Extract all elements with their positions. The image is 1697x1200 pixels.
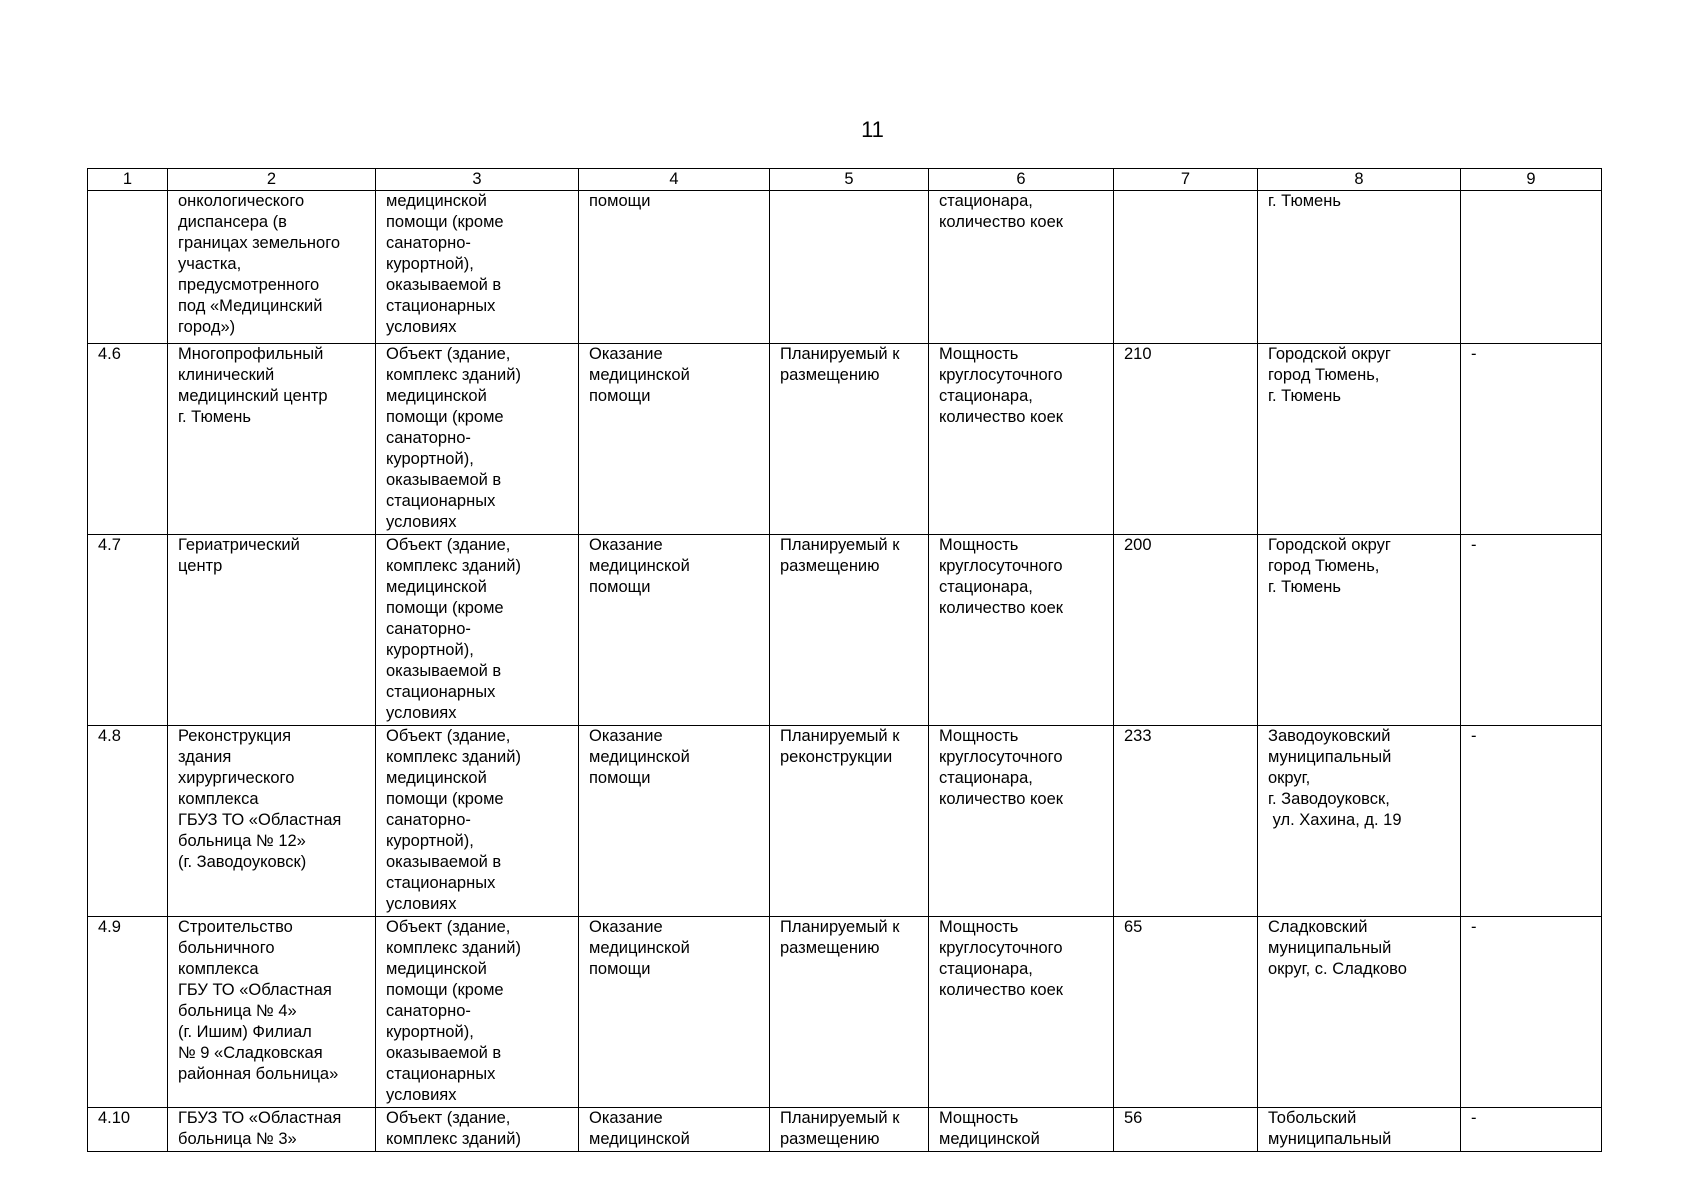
table-cell <box>168 726 376 917</box>
cell-text: - <box>1471 345 1477 363</box>
cell-text: - <box>1471 918 1477 936</box>
table-cell <box>770 726 929 917</box>
table-cell <box>88 726 168 917</box>
cell-text: условиях <box>386 1086 457 1104</box>
cell-text: клинический <box>178 366 275 384</box>
cell-text: Планируемый к <box>780 345 900 363</box>
table-cell <box>579 1108 770 1152</box>
cell-text: размещению <box>780 1130 880 1148</box>
table-cell <box>168 1108 376 1152</box>
cell-text: круглосуточного <box>939 557 1063 575</box>
column-header: 3 <box>376 169 579 191</box>
cell-text: круглосуточного <box>939 366 1063 384</box>
cell-text: - <box>1471 727 1477 745</box>
table-cell <box>1114 726 1258 917</box>
cell-text: 4.10 <box>98 1109 131 1127</box>
table-cell <box>376 191 579 344</box>
cell-text: оказываемой в <box>386 471 502 489</box>
cell-text: стационара, <box>939 960 1033 978</box>
table-row <box>88 344 1602 535</box>
cell-text: Планируемый к <box>780 1109 900 1127</box>
cell-text: Мощность <box>939 1109 1019 1127</box>
table-row <box>88 191 1602 344</box>
cell-text: стационарных <box>386 297 496 315</box>
table-cell <box>168 344 376 535</box>
cell-text: медицинской <box>386 960 487 978</box>
table-cell <box>168 535 376 726</box>
cell-text: помощи <box>589 578 651 596</box>
cell-text: курортной), <box>386 1023 474 1041</box>
table-cell <box>1258 917 1461 1108</box>
table-cell <box>88 344 168 535</box>
cell-text: Реконструкция <box>178 727 292 745</box>
cell-text: стационарных <box>386 874 496 892</box>
table-cell <box>770 191 929 344</box>
cell-text: помощи (кроме <box>386 981 504 999</box>
cell-text: размещению <box>780 366 880 384</box>
cell-text: помощи (кроме <box>386 599 504 617</box>
cell-text: стационара, <box>939 769 1033 787</box>
table-cell <box>1258 191 1461 344</box>
cell-text: условиях <box>386 895 457 913</box>
cell-text: больница № 12» <box>178 832 306 850</box>
cell-text: медицинской <box>589 939 690 957</box>
table-cell <box>168 917 376 1108</box>
cell-text: город Тюмень, <box>1268 557 1380 575</box>
cell-text: Мощность <box>939 727 1019 745</box>
column-header: 7 <box>1114 169 1258 191</box>
column-header: 8 <box>1258 169 1461 191</box>
table-cell <box>770 917 929 1108</box>
table-cell <box>929 917 1114 1108</box>
table-cell <box>1114 344 1258 535</box>
cell-text: помощи <box>589 192 651 210</box>
table-cell <box>1114 1108 1258 1152</box>
data-table <box>87 168 1602 1152</box>
cell-text: комплекс зданий) <box>386 366 521 384</box>
cell-text: стационара, <box>939 192 1033 210</box>
cell-text: муниципальный <box>1268 939 1392 957</box>
cell-text: Строительство <box>178 918 293 936</box>
cell-text: комплекс зданий) <box>386 557 521 575</box>
table-cell <box>579 535 770 726</box>
cell-text: круглосуточного <box>939 939 1063 957</box>
cell-text: муниципальный <box>1268 1130 1392 1148</box>
table-cell <box>929 535 1114 726</box>
cell-text: ул. Хахина, д. 19 <box>1268 811 1402 829</box>
cell-text: помощи (кроме <box>386 408 504 426</box>
cell-text: стационара, <box>939 387 1033 405</box>
cell-text: округ, <box>1268 769 1311 787</box>
cell-text: город Тюмень, <box>1268 366 1380 384</box>
cell-text: г. Тюмень <box>178 408 251 426</box>
cell-text: условиях <box>386 704 457 722</box>
cell-text: 4.9 <box>98 918 121 936</box>
cell-text: Оказание <box>589 1109 663 1127</box>
cell-text: санаторно- <box>386 811 471 829</box>
table-cell <box>770 1108 929 1152</box>
cell-text: Многопрофильный <box>178 345 324 363</box>
cell-text: Объект (здание, <box>386 727 511 745</box>
cell-text: № 9 «Сладковская <box>178 1044 323 1062</box>
cell-text: количество коек <box>939 790 1063 808</box>
cell-text: Мощность <box>939 345 1019 363</box>
table-cell <box>579 344 770 535</box>
cell-text: медицинской <box>386 769 487 787</box>
cell-text: 65 <box>1124 918 1143 936</box>
cell-text: Объект (здание, <box>386 918 511 936</box>
cell-text: Объект (здание, <box>386 345 511 363</box>
cell-text: оказываемой в <box>386 276 502 294</box>
cell-text: стационарных <box>386 683 496 701</box>
cell-text: город») <box>178 318 236 336</box>
cell-text: г. Тюмень <box>1268 192 1341 210</box>
cell-text: санаторно- <box>386 1002 471 1020</box>
cell-text: реконструкции <box>780 748 893 766</box>
table-cell <box>88 191 168 344</box>
cell-text: количество коек <box>939 408 1063 426</box>
cell-text: условиях <box>386 513 457 531</box>
table-cell <box>1461 917 1602 1108</box>
cell-text: 200 <box>1124 536 1152 554</box>
cell-text: Заводоуковский <box>1268 727 1391 745</box>
cell-text: курортной), <box>386 255 474 273</box>
cell-text: оказываемой в <box>386 662 502 680</box>
table-cell <box>376 535 579 726</box>
cell-text: больница № 4» <box>178 1002 297 1020</box>
table-cell <box>929 1108 1114 1152</box>
cell-text: Планируемый к <box>780 727 900 745</box>
table-cell <box>1258 344 1461 535</box>
cell-text: медицинской <box>589 748 690 766</box>
cell-text: круглосуточного <box>939 748 1063 766</box>
cell-text: Планируемый к <box>780 918 900 936</box>
table-cell <box>1258 535 1461 726</box>
cell-text: Мощность <box>939 536 1019 554</box>
cell-text: 210 <box>1124 345 1152 363</box>
table-cell <box>88 1108 168 1152</box>
cell-text: санаторно- <box>386 429 471 447</box>
cell-text: г. Тюмень <box>1268 578 1341 596</box>
cell-text: больничного <box>178 939 275 957</box>
cell-text: размещению <box>780 557 880 575</box>
header-row <box>88 169 1602 191</box>
cell-text: количество коек <box>939 981 1063 999</box>
cell-text: медицинской <box>386 578 487 596</box>
cell-text: курортной), <box>386 450 474 468</box>
cell-text: (г. Заводоуковск) <box>178 853 307 871</box>
column-header: 5 <box>770 169 929 191</box>
cell-text: - <box>1471 1109 1477 1127</box>
cell-text: ГБУ ТО «Областная <box>178 981 332 999</box>
table-cell <box>929 726 1114 917</box>
table-cell <box>1258 726 1461 917</box>
cell-text: округ, с. Сладково <box>1268 960 1407 978</box>
cell-text: ГБУЗ ТО «Областная <box>178 811 342 829</box>
cell-text: Объект (здание, <box>386 1109 511 1127</box>
cell-text: здания <box>178 748 232 766</box>
cell-text: под «Медицинский <box>178 297 323 315</box>
page-number: 11 <box>861 117 884 142</box>
cell-text: размещению <box>780 939 880 957</box>
column-header: 1 <box>88 169 168 191</box>
cell-text: медицинской <box>386 192 487 210</box>
table-cell <box>1258 1108 1461 1152</box>
table-cell <box>376 726 579 917</box>
cell-text: г. Тюмень <box>1268 387 1341 405</box>
table-row <box>88 535 1602 726</box>
cell-text: 233 <box>1124 727 1152 745</box>
cell-text: санаторно- <box>386 234 471 252</box>
cell-text: центр <box>178 557 223 575</box>
cell-text: хирургического <box>178 769 295 787</box>
table-body <box>88 191 1602 1152</box>
cell-text: помощи (кроме <box>386 213 504 231</box>
cell-text: Городской округ <box>1268 536 1391 554</box>
table-cell <box>1461 535 1602 726</box>
table-cell <box>579 191 770 344</box>
cell-text: медицинской <box>386 387 487 405</box>
table-cell <box>1114 535 1258 726</box>
cell-text: Объект (здание, <box>386 536 511 554</box>
cell-text: - <box>1471 536 1477 554</box>
table-cell <box>1461 344 1602 535</box>
cell-text: помощи <box>589 769 651 787</box>
cell-text: медицинской <box>939 1130 1040 1148</box>
cell-text: Оказание <box>589 727 663 745</box>
cell-text: 4.7 <box>98 536 121 554</box>
table-cell <box>376 1108 579 1152</box>
cell-text: (г. Ишим) Филиал <box>178 1023 312 1041</box>
cell-text: г. Заводоуковск, <box>1268 790 1390 808</box>
table-row <box>88 917 1602 1108</box>
cell-text: стационарных <box>386 492 496 510</box>
cell-text: курортной), <box>386 641 474 659</box>
table-row <box>88 1108 1602 1152</box>
cell-text: медицинской <box>589 557 690 575</box>
table-cell <box>929 191 1114 344</box>
cell-text: помощи (кроме <box>386 790 504 808</box>
cell-text: комплекса <box>178 790 259 808</box>
cell-text: Планируемый к <box>780 536 900 554</box>
cell-text: онкологического <box>178 192 305 210</box>
cell-text: количество коек <box>939 213 1063 231</box>
table-cell <box>929 344 1114 535</box>
table-cell <box>1114 917 1258 1108</box>
cell-text: стационара, <box>939 578 1033 596</box>
cell-text: Городской округ <box>1268 345 1391 363</box>
cell-text: помощи <box>589 960 651 978</box>
cell-text: медицинский центр <box>178 387 328 405</box>
cell-text: ГБУЗ ТО «Областная <box>178 1109 342 1127</box>
cell-text: районная больница» <box>178 1065 339 1083</box>
table-cell <box>579 917 770 1108</box>
column-header: 4 <box>579 169 770 191</box>
cell-text: участка, <box>178 255 242 273</box>
cell-text: предусмотренного <box>178 276 320 294</box>
cell-text: границах земельного <box>178 234 341 252</box>
cell-text: комплекс зданий) <box>386 939 521 957</box>
table-row <box>88 726 1602 917</box>
cell-text: Тобольский <box>1268 1109 1357 1127</box>
cell-text: Оказание <box>589 918 663 936</box>
cell-text: условиях <box>386 318 457 336</box>
table-cell <box>88 917 168 1108</box>
cell-text: медицинской <box>589 1130 690 1148</box>
cell-text: Мощность <box>939 918 1019 936</box>
cell-text: комплекс зданий) <box>386 1130 521 1148</box>
column-header: 6 <box>929 169 1114 191</box>
cell-text: комплекса <box>178 960 259 978</box>
table-cell <box>1461 726 1602 917</box>
table-cell <box>168 191 376 344</box>
cell-text: оказываемой в <box>386 853 502 871</box>
cell-text: курортной), <box>386 832 474 850</box>
column-header: 2 <box>168 169 376 191</box>
cell-text: 4.8 <box>98 727 121 745</box>
table-cell <box>1461 191 1602 344</box>
cell-text: больница № 3» <box>178 1130 297 1148</box>
cell-text: комплекс зданий) <box>386 748 521 766</box>
cell-text: санаторно- <box>386 620 471 638</box>
table-cell <box>376 344 579 535</box>
cell-text: оказываемой в <box>386 1044 502 1062</box>
cell-text: муниципальный <box>1268 748 1392 766</box>
column-header: 9 <box>1461 169 1602 191</box>
cell-text: помощи <box>589 387 651 405</box>
cell-text: Оказание <box>589 345 663 363</box>
cell-text: Гериатрический <box>178 536 300 554</box>
table-cell <box>579 726 770 917</box>
table-cell <box>88 535 168 726</box>
table-cell <box>1461 1108 1602 1152</box>
cell-text: 4.6 <box>98 345 121 363</box>
table-cell <box>770 344 929 535</box>
table-cell <box>770 535 929 726</box>
cell-text: количество коек <box>939 599 1063 617</box>
cell-text: Оказание <box>589 536 663 554</box>
cell-text: 56 <box>1124 1109 1143 1127</box>
cell-text: стационарных <box>386 1065 496 1083</box>
table-cell <box>1114 191 1258 344</box>
cell-text: диспансера (в <box>178 213 287 231</box>
table-cell <box>376 917 579 1108</box>
cell-text: медицинской <box>589 366 690 384</box>
cell-text: Сладковский <box>1268 918 1368 936</box>
